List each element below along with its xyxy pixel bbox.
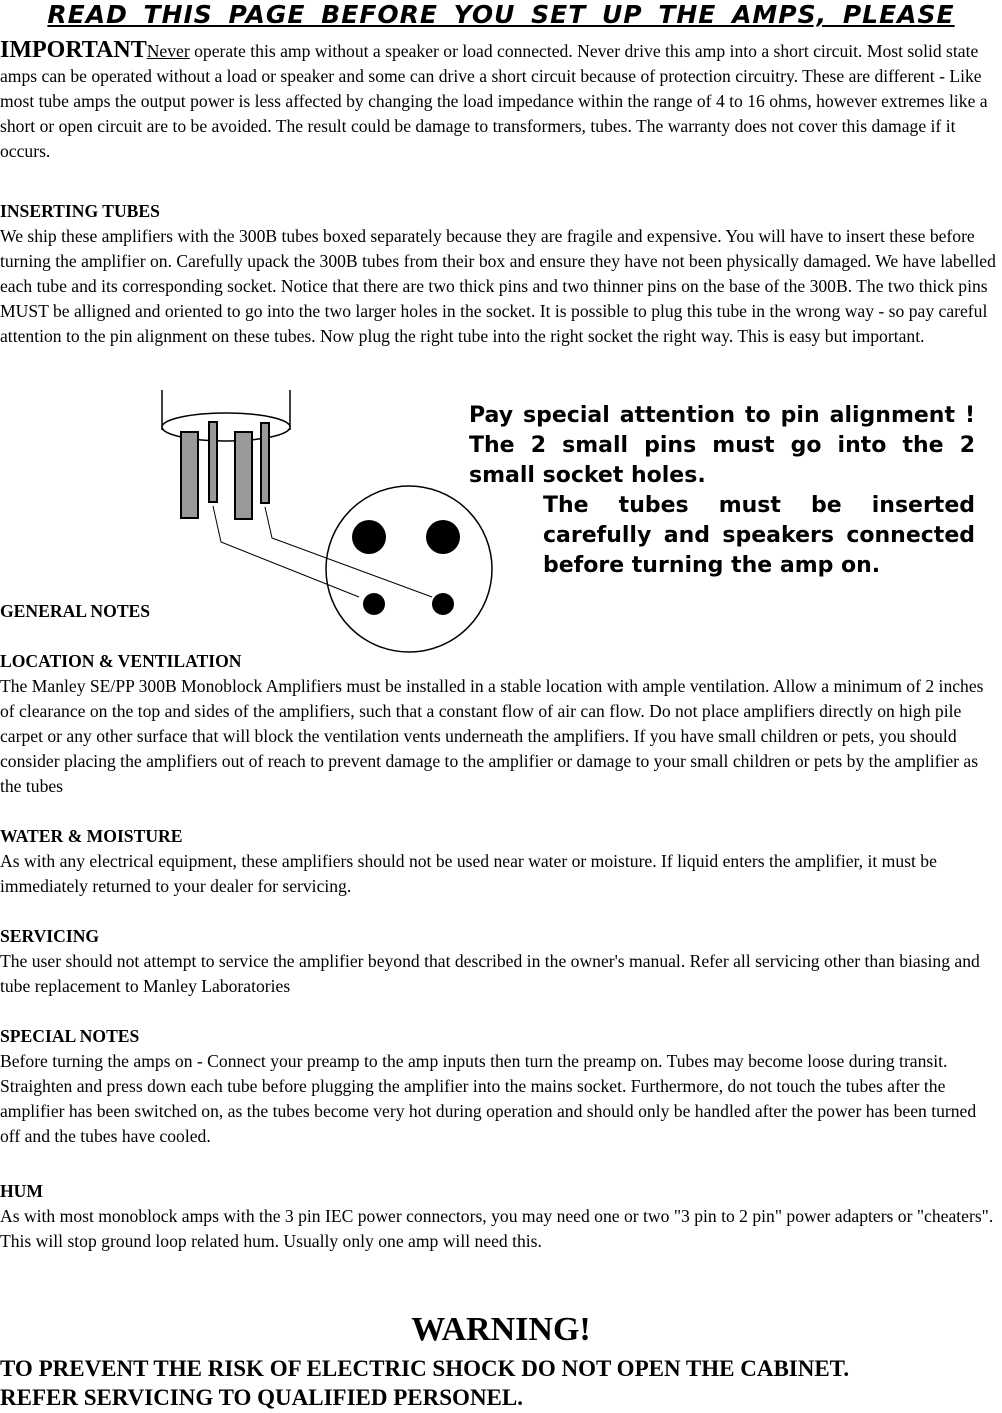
tube-pin-diagram [150,385,500,655]
warning-line-1: TO PREVENT THE RISK OF ELECTRIC SHOCK DO NOT OPEN THE CABINET. [0,1356,850,1381]
never-text: Never [146,41,190,61]
socket-illustration [326,486,492,652]
general-notes-heading: GENERAL NOTES [0,601,151,621]
water-heading: WATER & MOISTURE [0,826,183,846]
pin-alignment-callout: Pay special attention to pin alignment ! The 2 small pins must go into the 2 small socket holes. [469,403,975,488]
tube-base-illustration [162,390,290,519]
location-heading: LOCATION & VENTILATION [0,651,242,671]
warning-line-2: REFER SERVICING TO QUALIFIED PERSONEL. [0,1385,523,1410]
important-label: IMPORTANT [0,37,147,63]
special-notes-heading: SPECIAL NOTES [0,1026,140,1046]
location-text: The Manley SE/PP 300B Monoblock Amplifiers must be installed in a stable location with ample ventilation. Allow a minimum of 2 inches of clearance on the top and sides of the amplifiers, such that a constant flow of air can flow. Do not place amplifiers directly on high pile carpet or any other surface that will block the ventilation vents underneath the amplifiers. If you have small children or pets, you should consider placing the amplifiers out of reach to prevent damage to the amplifier or damage to your small children or pets by the amplifier as the tubes [0,676,984,796]
inserting-tubes-text: We ship these amplifiers with the 300B tubes boxed separately because they are fragile and expensive. You will have to insert these before turning the amplifier on. Carefully upack the 300B tubes from their box and ensure they have not been physically damaged. We have labelled each tube and its corresponding socket. Notice that there are two thick pins and two thinner pins on the base of the 300B. The two thick pins MUST be alligned and oriented to go into the two larger holes in the socket. It is possible to plug this tube in the wrong way - so pay careful attention to the pin alignment on these tubes. Now plug the right tube into the right socket the right way. This is easy but important. [0,226,996,346]
special-notes-text: Before turning the amps on - Connect your preamp to the amp inputs then turn the preamp on. Tubes may become loose during transit. Straighten and press down each tube before plugging the amplifier into the mains socket. Furthermore, do not touch the tubes after the amplifier has been switched on, as the tubes become very hot during operation and should only be handled after the power has been turned off and the tubes have cooled. [0,1051,977,1146]
important-paragraph [0,38,1000,164]
inserting-tubes-heading: INSERTING TUBES [0,201,160,221]
servicing-heading: SERVICING [0,926,100,946]
warning-title: WARNING! [411,1311,591,1348]
hum-heading: HUM [0,1181,43,1201]
servicing-text: The user should not attempt to service the amplifier beyond that described in the owner's manual. Refer all servicing other than biasing and tube replacement to Manley Laboratories [0,951,980,996]
hum-text: As with most monoblock amps with the 3 pin IEC power connectors, you may need one or two "3 pin to 2 pin" power adapters or "cheaters". This will stop ground loop related hum. Usually only one amp will need this. [0,1206,994,1251]
page-title: READ THIS PAGE BEFORE YOU SET UP THE AMPS, PLEASE [47,0,955,29]
water-text: As with any electrical equipment, these amplifiers should not be used near water or moisture. If liquid enters the amplifier, it must be immediately returned to your dealer for servicing. [0,851,937,896]
insertion-callout: The tubes must be inserted carefully and speakers connected before turning the amp on. [543,493,975,578]
important-text: operate this amp without a speaker or load connected. Never drive this amp into a short circuit. Most solid state amps can be operated without a load or speaker and some can drive a short circuit because of protection circuitry. These are different - Like most tube amps the output power is less affected by changing the load impedance within the range of 4 to 16 ohms, however extremes like a short or open circuit are to be avoided. The result could be damage to transformers, tubes. The warranty does not cover this damage if it occurs. [0,41,988,161]
